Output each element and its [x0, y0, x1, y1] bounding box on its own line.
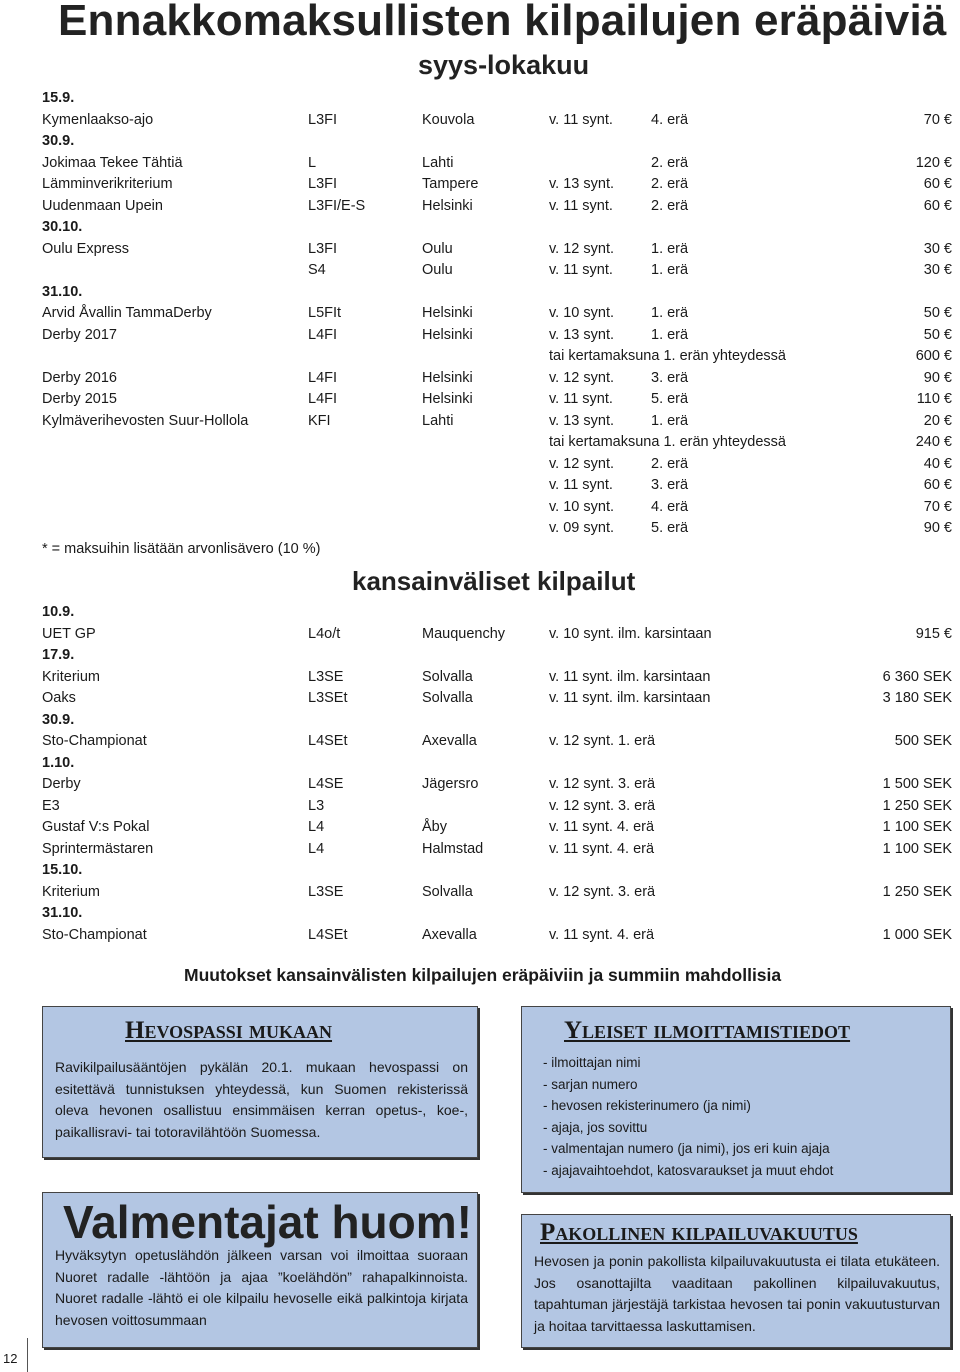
birth-year: v. 13 synt.	[549, 412, 615, 429]
race-class: L3SE	[308, 883, 344, 900]
birth-year-installment: v. 11 synt. 4. erä	[549, 926, 655, 943]
hevospassi-text: Ravikilpailusääntöjen pykälän 20.1. mukaan hevospassi on esitettävä tunnistuksen yhteydessä, kun Suomen rekisterissä oleva hevonen osallistuu ensimmäisen kerran opetus-, koe-, paikallisravi- tai totoravilähtöön Suomessa.	[55, 1059, 468, 1140]
race-name: Arvid Åvallin TammaDerby	[42, 305, 212, 321]
date-label: 31.10.	[42, 283, 83, 300]
installment: 5. erä	[651, 391, 689, 407]
table-row	[0, 475, 960, 496]
race-name: Kymenlaakso-ajo	[42, 111, 154, 128]
valmentajat-text: Hyväksytyn opetuslähdön jälkeen varsan voi ilmoittaa suoraan Nuoret radalle -lähtöön ja ajaa ”koelähdön” rahapalkinnoista. Nuoret radalle -lähtö ei ole kilpailu hevoselle eikä palkintoja kirjata hevosen voittosummaan	[55, 1247, 468, 1328]
race-place: Helsinki	[422, 391, 473, 407]
date-label: 31.10.	[42, 905, 83, 921]
installment: 1. erä	[651, 240, 689, 257]
date-row	[0, 860, 960, 881]
race-class: L3FI	[308, 111, 338, 128]
race-name: Kriterium	[42, 668, 101, 685]
birth-year-installment: v. 10 synt. ilm. karsintaan	[549, 625, 712, 642]
race-place: Oulu	[422, 240, 453, 257]
amount: 60 €	[923, 176, 952, 192]
race-name: Sto-Championat	[42, 733, 147, 749]
birth-year-installment: v. 12 synt. 3. erä	[549, 776, 656, 792]
race-class: L3SE	[308, 668, 344, 685]
race-class: L3FI	[308, 240, 338, 257]
race-name: Oulu Express	[42, 240, 130, 257]
vakuutus-title: Pakollinen kilpailuvakuutus	[540, 1219, 858, 1246]
page-divider	[27, 1338, 28, 1372]
date-row	[0, 710, 960, 731]
race-place: Åby	[422, 819, 447, 835]
birth-year: v. 11 synt.	[549, 262, 613, 278]
birth-year-installment: v. 11 synt. ilm. karsintaan	[549, 690, 711, 706]
installment: 1. erä	[651, 326, 689, 343]
birth-year-installment: v. 12 synt. 3. erä	[549, 883, 656, 900]
race-name: Jokimaa Tekee Tähtiä	[42, 154, 183, 171]
birth-year: tai kertamaksuna 1. erän yhteydessä	[549, 348, 786, 364]
amount: 1 100 SEK	[882, 840, 952, 857]
race-place: Oulu	[422, 262, 453, 278]
date-row	[0, 217, 960, 238]
table-row	[0, 368, 960, 389]
race-name: Uudenmaan Upein	[42, 197, 163, 214]
birth-year: v. 11 synt.	[549, 391, 613, 407]
birth-year: v. 13 synt.	[549, 326, 615, 343]
birth-year: v. 11 synt.	[549, 197, 613, 214]
race-class: L4	[308, 819, 325, 835]
amount: 500 SEK	[894, 733, 952, 749]
race-name: Derby	[42, 776, 81, 792]
installment: 2. erä	[651, 154, 689, 171]
list-item: - sarjan numero	[543, 1076, 638, 1092]
table-row	[0, 411, 960, 432]
birth-year-installment: v. 12 synt. 1. erä	[549, 733, 656, 749]
birth-year-installment: v. 11 synt. 4. erä	[549, 819, 655, 835]
race-place: Helsinki	[422, 197, 473, 214]
amount: 3 180 SEK	[882, 690, 952, 706]
installment: 2. erä	[651, 455, 689, 472]
date-row	[0, 753, 960, 774]
table-row	[0, 454, 960, 475]
race-class: L4SEt	[308, 926, 348, 943]
amount: 120 €	[915, 154, 952, 171]
birth-year-installment: v. 12 synt. 3. erä	[549, 797, 656, 814]
list-item: - valmentajan numero (ja nimi), jos eri kuin ajaja	[543, 1141, 830, 1156]
race-name: Sprintermästaren	[42, 840, 154, 857]
race-class: L3FI	[308, 176, 338, 192]
amount: 90 €	[923, 369, 952, 386]
table-row	[0, 196, 960, 217]
amount: 915 €	[915, 625, 952, 642]
race-place: Solvalla	[422, 668, 473, 685]
amount: 240 €	[915, 434, 952, 450]
date-row	[0, 903, 960, 924]
table-row	[0, 882, 960, 903]
table-row	[0, 817, 960, 838]
amount: 90 €	[923, 520, 952, 536]
race-place: Lahti	[422, 154, 454, 171]
race-place: Mauquenchy	[422, 625, 506, 642]
valmentajat-title: Valmentajat huom!	[63, 1196, 472, 1248]
table-row	[0, 839, 960, 860]
race-place: Helsinki	[422, 369, 473, 386]
installment: 5. erä	[651, 520, 689, 536]
race-place: Kouvola	[422, 111, 475, 128]
date-label: 15.10.	[42, 862, 83, 878]
amount: 50 €	[923, 326, 952, 343]
race-place: Helsinki	[422, 326, 473, 343]
birth-year: v. 09 synt.	[549, 520, 615, 536]
race-place: Jägersro	[422, 776, 479, 792]
race-class: L5FIt	[308, 305, 342, 321]
date-row	[0, 602, 960, 623]
table-row	[0, 260, 960, 281]
table-row	[0, 624, 960, 645]
birth-year: v. 12 synt.	[549, 455, 615, 472]
race-class: L3SEt	[308, 690, 348, 706]
list-item: - ilmoittajan nimi	[543, 1055, 641, 1070]
table-row	[0, 432, 960, 453]
amount: 70 €	[923, 498, 952, 515]
race-name: Lämminverikriterium	[42, 176, 173, 192]
table-row	[0, 731, 960, 752]
race-place: Solvalla	[422, 883, 473, 900]
amount: 20 €	[923, 412, 952, 429]
page-title: Ennakkomaksullisten kilpailujen eräpäiviä	[58, 0, 947, 45]
birth-year-installment: v. 11 synt. 4. erä	[549, 840, 655, 857]
amount: 50 €	[923, 305, 952, 321]
race-name: Kriterium	[42, 883, 101, 900]
race-class: L4FI	[308, 326, 338, 343]
race-name: Oaks	[42, 690, 76, 706]
date-label: 30.9.	[42, 133, 75, 149]
hevospassi-box	[42, 1006, 478, 1158]
list-item: - hevosen rekisterinumero (ja nimi)	[543, 1098, 751, 1113]
race-place: Helsinki	[422, 305, 473, 321]
amount: 1 100 SEK	[882, 819, 952, 835]
amount: 110 €	[916, 391, 952, 407]
page-subtitle: syys-lokakuu	[418, 50, 590, 80]
race-class: L4o/t	[308, 625, 341, 642]
date-label: 1.10.	[42, 754, 75, 771]
race-name: Sto-Championat	[42, 926, 147, 943]
date-row	[0, 645, 960, 666]
date-label: 10.9.	[42, 604, 75, 620]
race-name: Derby 2015	[42, 391, 117, 407]
table-row	[0, 497, 960, 518]
table-row	[0, 688, 960, 709]
international-heading: kansainväliset kilpailut	[352, 566, 636, 596]
race-name: Kylmäverihevosten Suur-Hollola	[42, 412, 249, 429]
ilmoittamistiedot-list	[543, 1052, 833, 1181]
birth-year: tai kertamaksuna 1. erän yhteydessä	[549, 434, 786, 450]
installment: 2. erä	[651, 176, 689, 192]
table-row	[0, 174, 960, 195]
amount: 40 €	[923, 455, 952, 472]
installment: 3. erä	[651, 477, 689, 493]
page-number: 12	[3, 1351, 18, 1366]
race-name: Derby 2016	[42, 369, 117, 386]
installment: 4. erä	[651, 111, 689, 128]
amount: 60 €	[923, 197, 952, 214]
amount: 70 €	[923, 111, 952, 128]
amount: 30 €	[923, 262, 952, 278]
birth-year: v. 10 synt.	[549, 498, 615, 515]
race-class: L4FI	[308, 369, 338, 386]
table-row	[0, 667, 960, 688]
race-class: L4SEt	[308, 733, 348, 749]
table-row	[0, 346, 960, 367]
race-class: L4FI	[308, 391, 338, 407]
table-row	[0, 110, 960, 131]
list-item: - ajaja, jos sovittu	[543, 1119, 648, 1135]
race-place: Axevalla	[422, 926, 477, 943]
birth-year: v. 11 synt.	[549, 477, 613, 493]
date-row	[0, 131, 960, 152]
amount: 1 250 SEK	[882, 883, 952, 900]
birth-year-installment: v. 11 synt. ilm. karsintaan	[549, 668, 711, 685]
table-row	[0, 925, 960, 946]
race-name: UET GP	[42, 625, 96, 642]
amount: 30 €	[923, 240, 952, 257]
amount: 1 500 SEK	[882, 776, 952, 792]
installment: 1. erä	[651, 305, 689, 321]
race-class: L3FI/E-S	[308, 197, 366, 214]
race-name: Gustaf V:s Pokal	[42, 819, 150, 835]
race-place: Halmstad	[422, 840, 484, 857]
amount: 600 €	[915, 348, 952, 364]
amount: 1 250 SEK	[882, 797, 952, 814]
race-class: KFI	[308, 412, 331, 429]
race-name: E3	[42, 797, 60, 814]
date-row	[0, 282, 960, 303]
birth-year: v. 13 synt.	[549, 176, 615, 192]
ilmoittamistiedot-title: Yleiset ilmoittamistiedot	[564, 1017, 851, 1044]
table-row	[0, 389, 960, 410]
changes-note: Muutokset kansainvälisten kilpailujen eräpäiviin ja summiin mahdollisia	[184, 965, 782, 985]
installment: 4. erä	[651, 498, 689, 515]
date-label: 15.9.	[42, 90, 75, 106]
table-row	[0, 153, 960, 174]
table-row	[0, 303, 960, 324]
amount: 60 €	[923, 477, 952, 493]
date-row	[0, 88, 960, 109]
table-row	[0, 239, 960, 260]
hevospassi-title: Hevospassi mukaan	[125, 1017, 333, 1044]
table-row	[0, 518, 960, 539]
table-row	[0, 325, 960, 346]
installment: 3. erä	[651, 369, 689, 386]
race-place: Lahti	[422, 412, 454, 429]
race-place: Tampere	[422, 176, 479, 192]
table-row	[0, 774, 960, 795]
list-item: - ajajavaihtoehdot, katosvaraukset ja muut ehdot	[543, 1162, 834, 1178]
birth-year: v. 12 synt.	[549, 240, 615, 257]
ilmoittamistiedot-box	[521, 1006, 951, 1193]
birth-year: v. 12 synt.	[549, 369, 615, 386]
date-label: 17.9.	[42, 647, 75, 663]
race-class: L4SE	[308, 776, 344, 792]
race-place: Solvalla	[422, 690, 473, 706]
vat-note: * = maksuihin lisätään arvonlisävero (10 %)	[42, 541, 321, 557]
race-class: L3	[308, 797, 325, 814]
date-label: 30.9.	[42, 711, 75, 728]
table-row	[0, 796, 960, 817]
installment: 2. erä	[651, 197, 689, 214]
race-class: L4	[308, 840, 325, 857]
vakuutus-box	[521, 1214, 951, 1348]
amount: 6 360 SEK	[882, 668, 952, 685]
birth-year: v. 10 synt.	[549, 305, 615, 321]
race-class: S4	[308, 262, 326, 278]
race-place: Axevalla	[422, 733, 477, 749]
race-name: Derby 2017	[42, 326, 117, 343]
date-label: 30.10.	[42, 219, 83, 235]
vakuutus-text: Hevosen ja ponin pakollista kilpailuvakuutusta ei tilata etukäteen. Jos osanottajilta vaaditaan pakollinen kilpailuvakuutus, tapahtuman järjestäjä tarkistaa hevosen tai ponin vakuutusturvan ja hoitaa tarvittaessa laskuttamisen.	[534, 1253, 940, 1334]
installment: 1. erä	[651, 262, 689, 278]
amount: 1 000 SEK	[882, 926, 952, 943]
valmentajat-box	[42, 1192, 478, 1348]
installment: 1. erä	[651, 412, 689, 429]
birth-year: v. 11 synt.	[549, 111, 613, 128]
race-class: L	[308, 154, 317, 171]
